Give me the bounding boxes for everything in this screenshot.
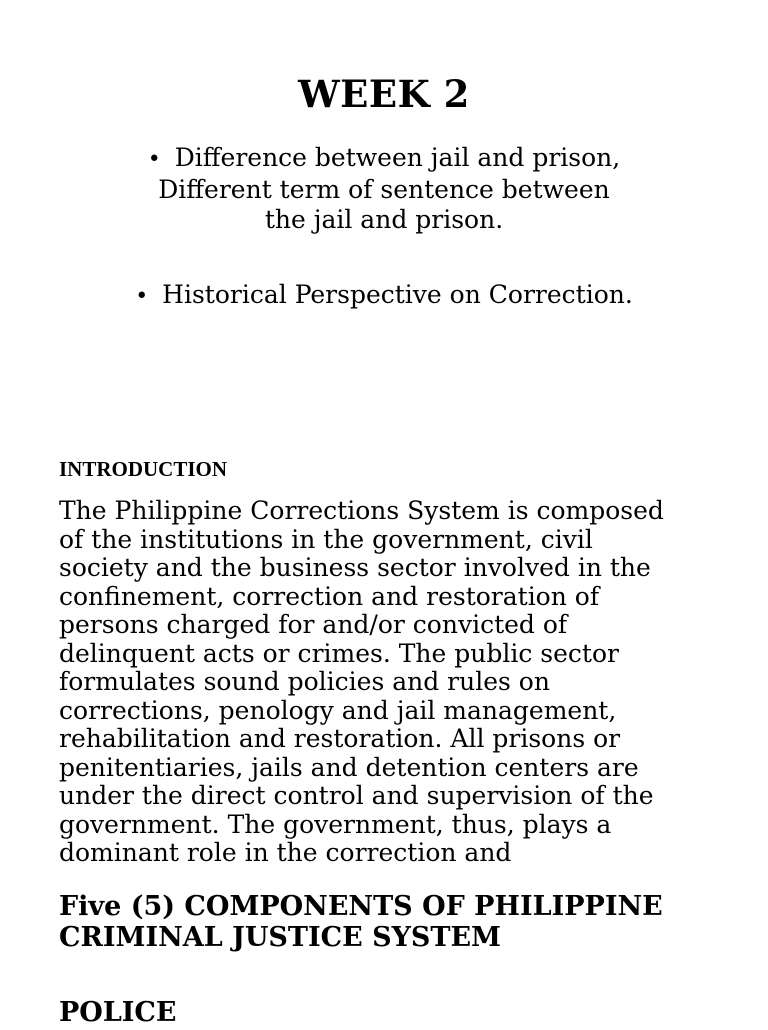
bullet-icon: •	[135, 284, 149, 309]
bullet-line: the jail and prison.	[264, 205, 504, 234]
bullet-icon: •	[147, 147, 161, 172]
bullet-line: Different term of sentence between	[158, 175, 610, 204]
bullet-item-jail-vs-prison	[0, 143, 768, 235]
page-title: WEEK 2	[298, 72, 470, 116]
bullet-text: Historical Perspective on Correction.	[162, 280, 633, 309]
components-heading: Five (5) COMPONENTS OF PHILIPPINE CRIMINAL JUSTICE SYSTEM	[59, 891, 663, 953]
introduction-heading: INTRODUCTION	[59, 457, 228, 481]
bullet-text: Difference between jail and prison,	[174, 143, 621, 172]
bullet-item-historical-perspective	[0, 280, 768, 312]
police-heading: POLICE	[59, 997, 177, 1028]
introduction-paragraph: The Philippine Corrections System is composed of the institutions in the government, civil society and the business sector involved in the confinement, correction and restoration of persons charged for and/or convicted of delinquent acts or crimes. The public sector formulates sound policies and rules on corrections, penology and jail management, rehabilitation and restoration. All prisons or penitentiaries, jails and detention centers are under the direct control and supervision of the government. The government, thus, plays a dominant role in the correction and	[59, 496, 664, 867]
bullet-line	[0, 143, 768, 175]
bullet-line	[0, 280, 768, 312]
